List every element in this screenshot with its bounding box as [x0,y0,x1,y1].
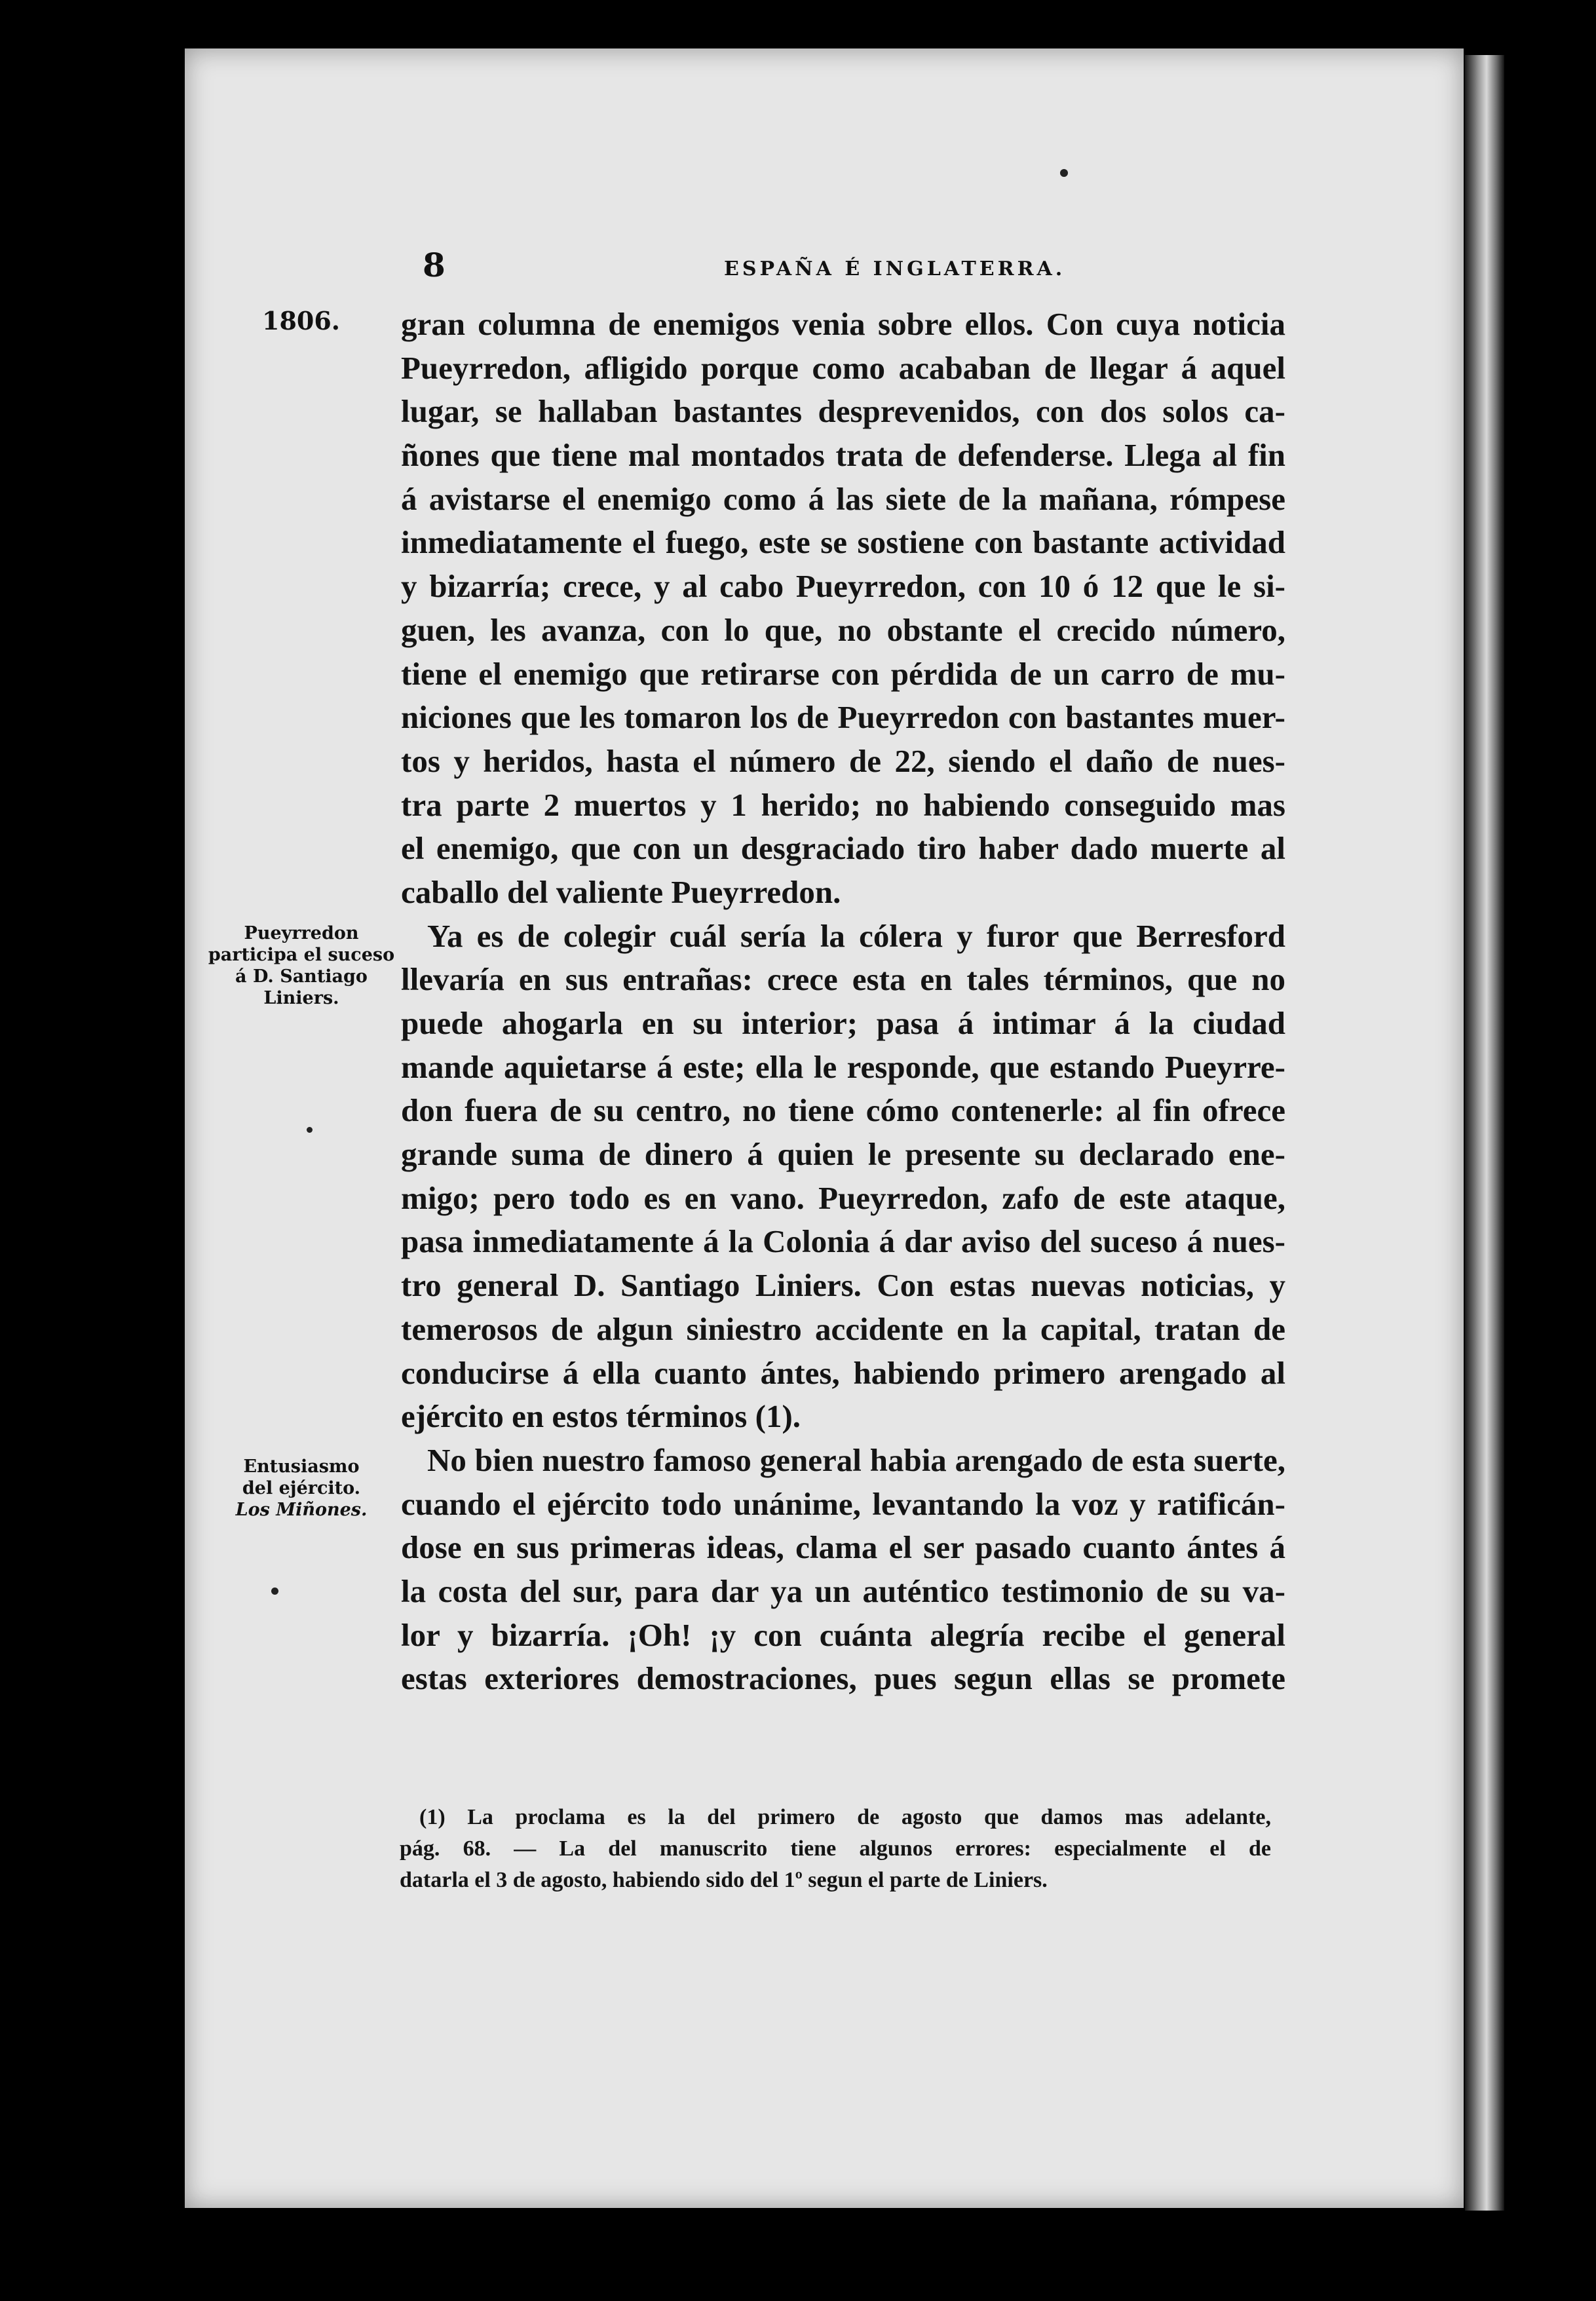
text-line: tos y heridos, hasta el número de 22, siendo el daño de nues- [401,742,1285,779]
text-line: estas exteriores demostraciones, pues segun ellas se promete [401,1660,1285,1697]
text-line: lor y bizarría. ¡Oh! ¡y con cuánta alegría recibe el general [401,1616,1285,1653]
text-line: tiene el enemigo que retirarse con pérdida de un carro de mu- [401,655,1285,692]
text-line: llevaría en sus entrañas: crece esta en tales términos, que no [401,961,1285,998]
ink-speck [307,1127,313,1133]
sidenote-line: participa el suceso [208,945,395,965]
sidenote-pueyrredon [203,922,400,1009]
ink-speck [271,1588,278,1595]
text-line: la costa del sur, para dar ya un auténtico testimonio de su va- [401,1572,1285,1609]
sidenote-entusiasmo [203,1456,400,1521]
text-line: lugar, se hallaban bastantes desprevenidos, con dos solos ca- [401,393,1285,430]
footnote-line: datarla el 3 de agosto, habiendo sido del 1º segun el parte de Liniers. [400,1868,1048,1892]
ink-speck [1060,169,1068,177]
text-line: Ya es de colegir cuál sería la cólera y furor que Berresford [427,917,1285,954]
margin-year: 1806. [262,306,340,335]
text-line: ñones que tiene mal montados trata de defenderse. Llega al fin [401,437,1285,474]
text-line: pasa inmediatamente á la Colonia á dar aviso del suceso á nues- [401,1223,1285,1260]
sidenote-line: del ejército. [242,1478,361,1498]
footnote-line: (1) La proclama es la del primero de agosto que damos mas adelante, [419,1805,1271,1829]
text-line: don fuera de su centro, no tiene cómo contenerle: al fin ofrece [401,1092,1285,1129]
text-line: temerosos de algun siniestro accidente en la capital, tratan de [401,1310,1285,1347]
text-line: niciones que les tomaron los de Pueyrredon con bastantes muer- [401,699,1285,736]
text-line: ejército en estos términos (1). [401,1398,801,1435]
text-line: Pueyrredon, afligido porque como acababan de llegar á aquel [401,349,1285,386]
sidenote-line: Entusiasmo [243,1456,360,1477]
text-line: guen, les avanza, con lo que, no obstante el crecido número, [401,611,1285,648]
text-line: cuando el ejército todo unánime, levantando la voz y ratificán- [401,1485,1285,1522]
text-line: No bien nuestro famoso general habia arengado de esta suerte, [427,1441,1285,1478]
body-text [401,303,1285,1701]
footnote-line: pág. 68. — La del manuscrito tiene algunos errores: especialmente el de [400,1836,1271,1861]
book-spine [1465,55,1504,2211]
text-line: conducirse á ella cuanto ántes, habiendo primero arengado al [401,1354,1285,1391]
text-line: migo; pero todo es en vano. Pueyrredon, zafo de este ataque, [401,1179,1285,1216]
text-line: puede ahogarla en su interior; pasa á intimar á la ciudad [401,1005,1285,1041]
text-line: grande suma de dinero á quien le presente su declarado ene- [401,1136,1285,1173]
sidenote-line: Liniers. [263,988,339,1008]
sidenote-line: á D. Santiago [235,966,368,987]
sidenote-line: Los Miñones. [235,1500,368,1520]
text-line: dose en sus primeras ideas, clama el ser pasado cuanto ántes á [401,1529,1285,1566]
running-head: ESPAÑA É INGLATERRA. [724,257,1066,280]
text-line: tra parte 2 muertos y 1 herido; no habiendo conseguido mas [401,786,1285,823]
text-line: á avistarse el enemigo como á las siete de la mañana, rómpese [401,480,1285,517]
text-line: y bizarría; crece, y al cabo Pueyrredon, con 10 ó 12 que le si- [401,568,1285,605]
footnote [400,1802,1271,1896]
page-header [423,246,1078,292]
text-line: el enemigo, que con un desgraciado tiro haber dado muerte al [401,830,1285,867]
text-line: gran columna de enemigos venia sobre ellos. Con cuya noticia [401,306,1285,342]
sidenote-line: Pueyrredon [244,923,359,943]
text-line: tro general D. Santiago Liniers. Con estas nuevas noticias, y [401,1267,1285,1304]
page-number: 8 [423,246,446,284]
text-line: caballo del valiente Pueyrredon. [401,873,841,910]
text-line: mande aquietarse á este; ella le responde, que estando Pueyrre- [401,1048,1285,1085]
text-line: inmediatamente el fuego, este se sostiene con bastante actividad [401,524,1285,561]
